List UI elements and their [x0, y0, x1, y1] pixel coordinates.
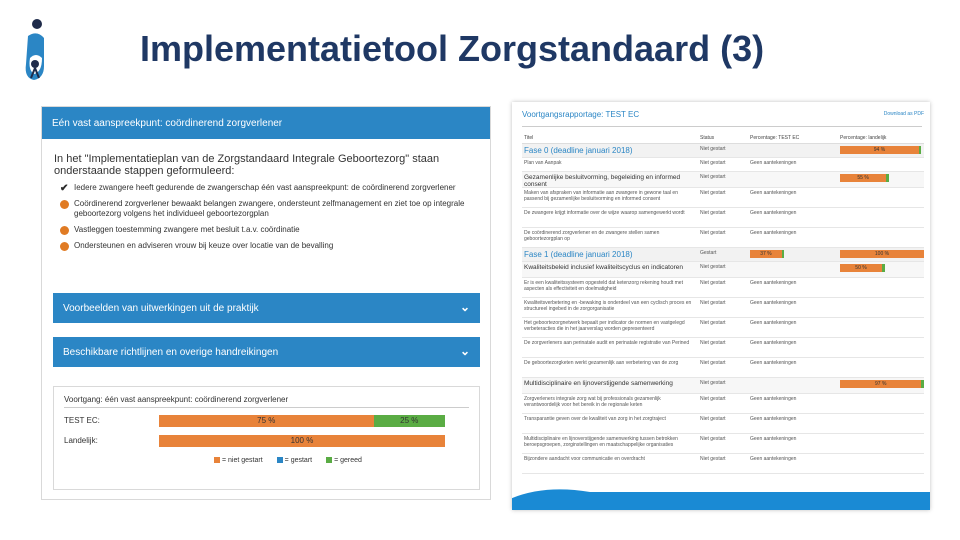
- row-status: Niet gestart: [700, 190, 726, 196]
- progress-box: [53, 386, 480, 490]
- national-cell: [840, 300, 924, 308]
- accordion-label: Voorbeelden van uitwerkingen uit de praktijk: [63, 303, 259, 314]
- divider: [522, 126, 922, 127]
- national-cell: [840, 230, 924, 238]
- legend-item: [326, 457, 362, 464]
- table-row[interactable]: [522, 208, 924, 228]
- report-title: Voortgangsrapportage: TEST EC: [522, 110, 640, 119]
- local-cell: [750, 264, 836, 272]
- percentage-rest: [782, 250, 785, 258]
- local-cell: Geen aantekeningen: [750, 190, 797, 196]
- row-title: De geboortezorgketen werkt gezamenlijk aan verbetering van de zorg: [524, 360, 679, 366]
- accordion-label: Beschikbare richtlijnen en overige handreikingen: [63, 347, 279, 358]
- national-cell: [840, 146, 924, 154]
- national-cell: [840, 380, 924, 388]
- national-cell: [840, 360, 924, 368]
- table-row[interactable]: [522, 228, 924, 248]
- national-cell: [840, 396, 924, 404]
- row-title: Plan van Aanpak: [524, 160, 562, 166]
- national-cell: [840, 436, 924, 444]
- local-cell: [750, 146, 836, 154]
- percentage-bar: [750, 250, 836, 258]
- list-item: [60, 183, 470, 193]
- percentage-fill: 100 %: [840, 250, 924, 258]
- table-row[interactable]: [522, 318, 924, 338]
- national-cell: [840, 250, 924, 258]
- local-cell: Geen aantekeningen: [750, 280, 797, 286]
- percentage-bar: [840, 146, 924, 154]
- percentage-rest: [882, 264, 885, 272]
- row-title: Fase 0 (deadline januari 2018): [524, 146, 633, 155]
- percentage-fill: 37 %: [750, 250, 782, 258]
- logo-icon: [20, 18, 52, 90]
- row-status: Niet gestart: [700, 320, 726, 326]
- row-title: De coördinerend zorgverlener en de zwangere stellen samen geboortezorgplan op: [524, 230, 660, 242]
- legend-item: [277, 457, 312, 464]
- national-cell: [840, 456, 924, 464]
- national-cell: [840, 320, 924, 328]
- percentage-bar: [840, 174, 924, 182]
- local-cell: Geen aantekeningen: [750, 360, 797, 366]
- row-status: Niet gestart: [700, 146, 726, 152]
- row-status: Niet gestart: [700, 340, 726, 346]
- section-row[interactable]: [522, 262, 924, 278]
- table-row[interactable]: [522, 394, 924, 414]
- step-text: Vastleggen toestemming zwangere met besluit t.a.v. coördinatie: [74, 225, 300, 234]
- page-title: Implementatietool Zorgstandaard (3): [140, 28, 765, 69]
- implementation-panel: [41, 106, 491, 500]
- row-status: Niet gestart: [700, 436, 726, 442]
- progress-legend: [214, 457, 362, 464]
- local-cell: [750, 250, 836, 258]
- row-title: Kwaliteitsverbetering en -bewaking is onderdeel van een cyclisch proces en structureel ingebed in de zorgorganisatie: [524, 300, 692, 312]
- local-cell: [750, 174, 836, 182]
- step-text: Iedere zwangere heeft gedurende de zwangerschap één vast aanspreekpunt: de coördinerend zorgverlener: [74, 183, 456, 192]
- row-status: Niet gestart: [700, 280, 726, 286]
- row-status: Niet gestart: [700, 174, 726, 180]
- table-row[interactable]: [522, 338, 924, 358]
- legend-label: = niet gestart: [222, 457, 263, 464]
- row-status: Niet gestart: [700, 264, 726, 270]
- list-item: [60, 241, 470, 251]
- local-cell: Geen aantekeningen: [750, 396, 797, 402]
- local-cell: Geen aantekeningen: [750, 160, 797, 166]
- column-header-national[interactable]: Percentage: landelijk: [840, 135, 887, 141]
- chevron-down-icon[interactable]: ⌄: [459, 300, 470, 314]
- percentage-fill: 55 %: [840, 174, 886, 182]
- percentage-fill: 50 %: [840, 264, 882, 272]
- row-title: Maken van afspraken van informatie aan zwangere in gewone taal en passend bij gezamenlijke besluitvorming en informed consent: [524, 190, 678, 202]
- local-cell: Geen aantekeningen: [750, 320, 797, 326]
- percentage-bar: [840, 380, 924, 388]
- row-status: Niet gestart: [700, 456, 726, 462]
- progress-row-label: TEST EC:: [64, 416, 100, 425]
- divider: [64, 407, 469, 408]
- local-cell: Geen aantekeningen: [750, 436, 797, 442]
- local-cell: Geen aantekeningen: [750, 230, 797, 236]
- local-cell: Geen aantekeningen: [750, 300, 797, 306]
- phase-row[interactable]: [522, 248, 924, 262]
- row-title: Multidisciplinaire en lijnoverstijgende samenwerking tussen betrokken beroepsgroepen, zorginstellingen en maatschappelijke organisaties: [524, 436, 678, 448]
- percentage-rest: [921, 380, 924, 388]
- progress-bar: [159, 415, 445, 427]
- column-header-title[interactable]: Titel: [524, 135, 534, 141]
- chevron-down-icon[interactable]: ⌄: [459, 344, 470, 358]
- national-cell: [840, 264, 924, 272]
- table-row[interactable]: [522, 358, 924, 378]
- row-title: De zorgverleners aan perinatale audit en perinatale registratie van Perined: [524, 340, 690, 346]
- bullet-dot-icon: [60, 242, 69, 251]
- progress-row-label: Landelijk:: [64, 436, 98, 445]
- progress-segment: 100 %: [159, 435, 445, 447]
- table-row[interactable]: [522, 454, 924, 474]
- row-status: Gestart: [700, 250, 717, 256]
- local-cell: Geen aantekeningen: [750, 416, 797, 422]
- bullet-dot-icon: [60, 226, 69, 235]
- national-cell: [840, 210, 924, 218]
- legend-label: = gereed: [334, 457, 362, 464]
- row-title: Zorgverleners integrale zorg wat bij professionals gezamenlijk verantwoordelijk voor het bereik in de regionale keten: [524, 396, 661, 408]
- row-title: Gezamenlijke besluitvorming, begeleiding en informed consent: [524, 174, 681, 188]
- percentage-rest: [886, 174, 889, 182]
- national-cell: [840, 280, 924, 288]
- national-cell: [840, 174, 924, 182]
- legend-swatch: [326, 457, 332, 463]
- decorative-wave: [512, 482, 930, 510]
- table-row[interactable]: [522, 188, 924, 208]
- check-icon: ✔: [60, 183, 69, 194]
- row-status: Niet gestart: [700, 396, 726, 402]
- row-status: Niet gestart: [700, 210, 726, 216]
- progress-segment: 75 %: [159, 415, 374, 427]
- row-status: Niet gestart: [700, 380, 726, 386]
- national-cell: [840, 160, 924, 168]
- row-title: De zwangere krijgt informatie over de wijze waarop samengewerkt wordt: [524, 210, 685, 216]
- download-pdf-link[interactable]: Download as PDF: [883, 111, 924, 117]
- table-row[interactable]: [522, 158, 924, 172]
- local-cell: Geen aantekeningen: [750, 340, 797, 346]
- percentage-fill: 97 %: [840, 380, 921, 388]
- percentage-rest: [919, 146, 922, 154]
- legend-swatch: [277, 457, 283, 463]
- national-cell: [840, 190, 924, 198]
- row-title: Het geboortezorgnetwerk bepaalt per indicator de normen en vastgelegd verbeteracties die in het jaarverslag worden gepresenteerd: [524, 320, 685, 332]
- row-status: Niet gestart: [700, 300, 726, 306]
- legend-label: = gestart: [284, 457, 313, 464]
- progress-row-local: [64, 415, 464, 427]
- progress-row-national: [64, 435, 464, 447]
- legend-item: [214, 457, 263, 464]
- row-title: Transparantie geven over de kwaliteit van zorg in het zorgtraject: [524, 416, 666, 422]
- step-text: Ondersteunen en adviseren vrouw bij keuze over locatie van de bevalling: [74, 241, 334, 250]
- progress-segment: 25 %: [374, 415, 446, 427]
- list-item: [60, 199, 470, 219]
- table-header: [522, 132, 924, 144]
- row-status: Niet gestart: [700, 360, 726, 366]
- row-title: Er is een kwaliteitssysteem opgesteld dat ketenzorg rekening houdt met aspecten als effectiviteit en doelmatigheid: [524, 280, 683, 292]
- row-status: Niet gestart: [700, 416, 726, 422]
- row-status: Niet gestart: [700, 230, 726, 236]
- table-row[interactable]: [522, 278, 924, 298]
- steps-list: [60, 183, 470, 251]
- progress-report-panel: [512, 102, 930, 510]
- row-title: Multidisciplinaire en lijnoverstijgende samenwerking: [524, 380, 673, 387]
- legend-swatch: [214, 457, 220, 463]
- progress-title: Voortgang: één vast aanspreekpunt: coördinerend zorgverlener: [64, 395, 289, 404]
- local-cell: Geen aantekeningen: [750, 210, 797, 216]
- report-table: [522, 132, 924, 474]
- national-cell: [840, 340, 924, 348]
- step-text: Coördinerend zorgverlener bewaakt belangen zwangere, ondersteunt zelfmanagement en ziet toe op integrale geboortezorg volgens het individueel geboortezorgplan: [74, 199, 465, 218]
- local-cell: Geen aantekeningen: [750, 456, 797, 462]
- section-row[interactable]: [522, 378, 924, 394]
- percentage-bar: [840, 250, 924, 258]
- column-header-local[interactable]: Percentage: TEST EC: [750, 135, 800, 141]
- progress-bar: [159, 435, 445, 447]
- intro-text: In het "Implementatieplan van de Zorgstandaard Integrale Geboortezorg" staan onderstaande stappen geformuleerd:: [54, 153, 440, 177]
- list-item: [60, 225, 470, 235]
- percentage-bar: [840, 264, 924, 272]
- bullet-dot-icon: [60, 200, 69, 209]
- table-row[interactable]: [522, 434, 924, 454]
- column-header-status[interactable]: Status: [700, 135, 715, 141]
- national-cell: [840, 416, 924, 424]
- row-status: Niet gestart: [700, 160, 726, 166]
- row-title: Fase 1 (deadline januari 2018): [524, 250, 633, 259]
- table-row[interactable]: [522, 298, 924, 318]
- phase-row[interactable]: [522, 144, 924, 158]
- local-cell: [750, 380, 836, 388]
- accordion-examples[interactable]: [53, 293, 480, 323]
- percentage-fill: 94 %: [840, 146, 919, 154]
- table-row[interactable]: [522, 414, 924, 434]
- panel-header: Eén vast aanspreekpunt: coördinerend zorgverlener: [42, 107, 490, 139]
- table-body: [522, 144, 924, 474]
- row-title: Kwaliteitsbeleid inclusief kwaliteitscyclus en indicatoren: [524, 264, 683, 271]
- row-title: Bijzondere aandacht voor communicatie en overdracht: [524, 456, 645, 462]
- section-row[interactable]: [522, 172, 924, 188]
- accordion-guidelines[interactable]: [53, 337, 480, 367]
